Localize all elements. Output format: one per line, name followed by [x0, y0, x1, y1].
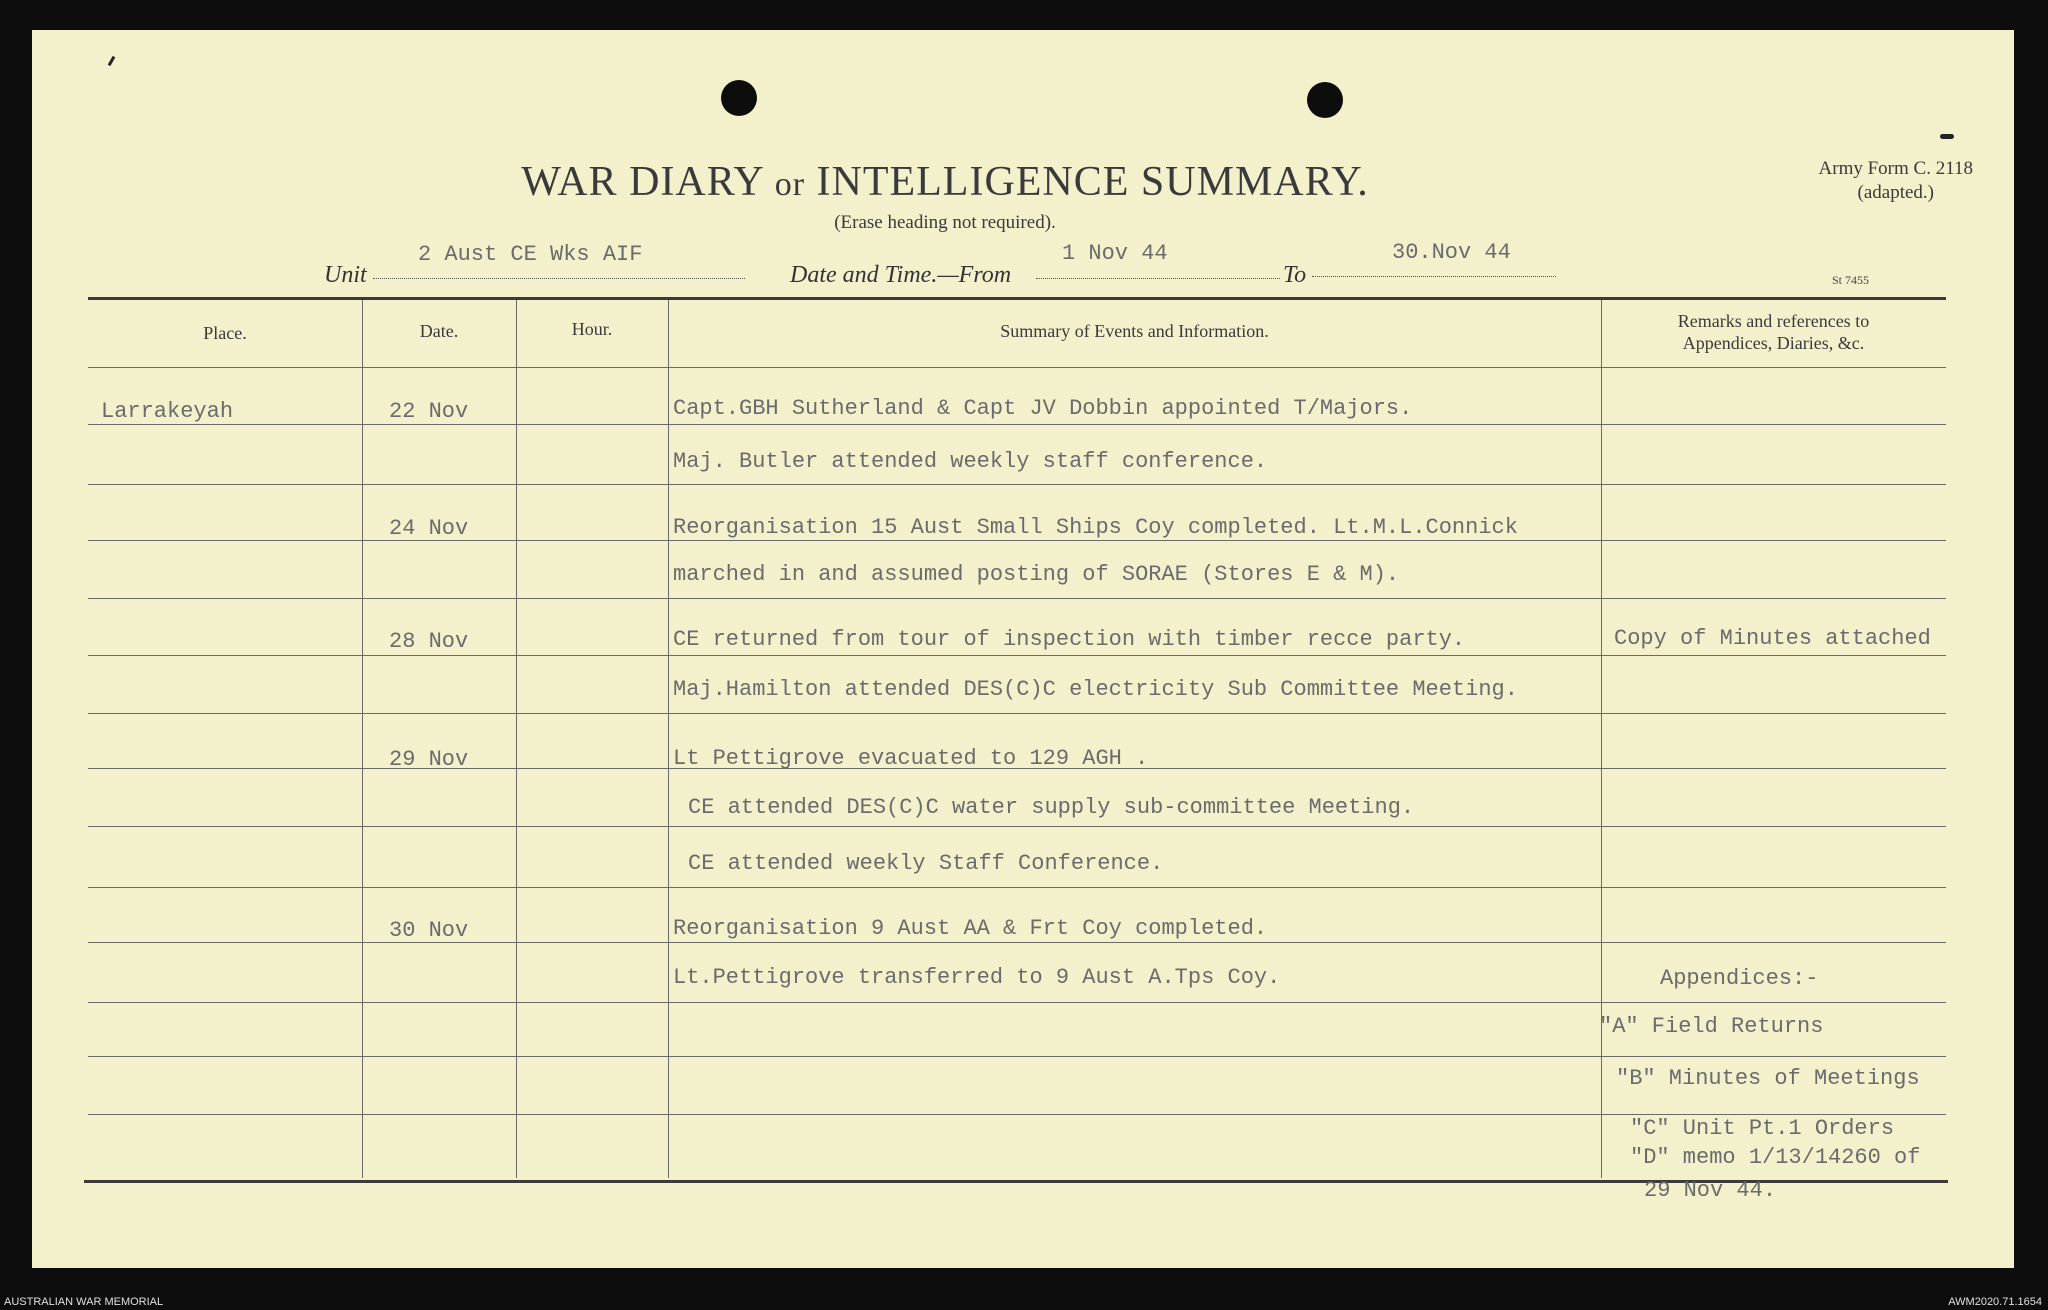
remarks-heading-line-2: Appendices, Diaries, &c. — [1682, 333, 1865, 353]
form-title — [0, 158, 1890, 206]
row-line — [88, 1114, 1946, 1115]
entry-line: Maj.Hamilton attended DES(C)C electricity Sub Committee Meeting. — [673, 677, 1518, 702]
entry-date: 28 Nov — [389, 629, 469, 654]
unit-label: Unit — [324, 262, 367, 288]
entry-date: 24 Nov — [389, 516, 469, 541]
header-divider — [88, 367, 1946, 368]
row-line — [88, 1002, 1946, 1003]
column-header-place: Place. — [203, 323, 247, 343]
column-divider — [362, 300, 363, 1178]
entry-line: Reorganisation 15 Aust Small Ships Coy completed. Lt.M.L.Connick — [673, 515, 1518, 540]
to-underline — [1312, 276, 1556, 277]
row-line — [88, 655, 1946, 656]
appendix-item-continued: 29 Nov 44. — [1644, 1178, 1777, 1203]
entry-line: Reorganisation 9 Aust AA & Frt Coy completed. — [673, 916, 1268, 941]
entry-line: Capt.GBH Sutherland & Capt JV Dobbin appointed T/Majors. — [673, 396, 1413, 421]
from-underline — [1036, 278, 1280, 279]
column-header-date: Date. — [419, 321, 459, 341]
ink-mark — [1940, 134, 1954, 139]
army-form-number: Army Form C. 2118 — [1818, 158, 1973, 179]
row-line — [88, 540, 1946, 541]
row-line — [88, 1056, 1946, 1057]
appendix-item: "B" Minutes of Meetings — [1616, 1066, 1920, 1091]
entry-line: Lt Pettigrove evacuated to 129 AGH . — [673, 746, 1149, 771]
entry-line: Lt.Pettigrove transferred to 9 Aust A.Tps Coy. — [673, 965, 1281, 990]
row-line — [88, 424, 1946, 425]
entry-date: 29 Nov — [389, 747, 469, 772]
entry-line: Maj. Butler attended weekly staff conference. — [673, 449, 1268, 474]
row-line — [88, 598, 1946, 599]
table-top-rule — [88, 297, 1946, 300]
stationery-number: St 7455 — [1832, 273, 1870, 287]
column-header-summary: Summary of Events and Information. — [1000, 321, 1269, 341]
entry-line: CE attended DES(C)C water supply sub-committee Meeting. — [688, 795, 1415, 820]
to-label: To — [1283, 262, 1307, 288]
appendix-item: "A" Field Returns — [1599, 1014, 1824, 1039]
army-form-adapted: (adapted.) — [1857, 182, 1934, 203]
row-line — [88, 942, 1946, 943]
form-subtitle: (Erase heading not required). — [834, 212, 1056, 233]
column-header-hour: Hour. — [571, 319, 613, 339]
punch-hole-right — [1307, 82, 1343, 118]
entry-line: marched in and assumed posting of SORAE (Stores E & M). — [673, 562, 1400, 587]
row-line — [88, 484, 1946, 485]
entry-date: 22 Nov — [389, 399, 469, 424]
unit-underline — [373, 278, 745, 279]
from-value: 1 Nov 44 — [1062, 241, 1168, 266]
row-line — [88, 826, 1946, 827]
appendices-heading: Appendices:- — [1660, 966, 1819, 991]
column-header-remarks — [1601, 310, 1946, 354]
appendix-item: "D" memo 1/13/14260 of — [1630, 1145, 1921, 1170]
footer-institution: AUSTRALIAN WAR MEMORIAL — [4, 1296, 164, 1308]
army-form-label — [1819, 157, 1973, 205]
column-divider — [1601, 300, 1602, 1178]
entry-line: CE returned from tour of inspection with timber recce party. — [673, 627, 1466, 652]
title-or: or — [774, 166, 806, 203]
entry-line: CE attended weekly Staff Conference. — [688, 851, 1164, 876]
remarks-heading-line-1: Remarks and references to — [1677, 311, 1870, 331]
entry-date: 30 Nov — [389, 918, 469, 943]
date-time-label: Date and Time.—From — [790, 262, 1012, 288]
place-value: Larrakeyah — [101, 399, 234, 424]
punch-hole-left — [721, 80, 757, 116]
column-divider — [516, 300, 517, 1178]
to-value: 30.Nov 44 — [1392, 240, 1511, 265]
row-line — [88, 713, 1946, 714]
column-divider — [668, 300, 669, 1178]
footer-accession-number: AWM2020.71.1654 — [1948, 1296, 2042, 1308]
row-line — [88, 887, 1946, 888]
title-intelligence-summary: INTELLIGENCE SUMMARY. — [816, 159, 1369, 205]
appendix-item: "C" Unit Pt.1 Orders — [1630, 1116, 1895, 1141]
remark-text: Copy of Minutes attached — [1614, 626, 1931, 651]
unit-value: 2 Aust CE Wks AIF — [418, 242, 643, 267]
title-war-diary: WAR DIARY — [521, 159, 764, 205]
